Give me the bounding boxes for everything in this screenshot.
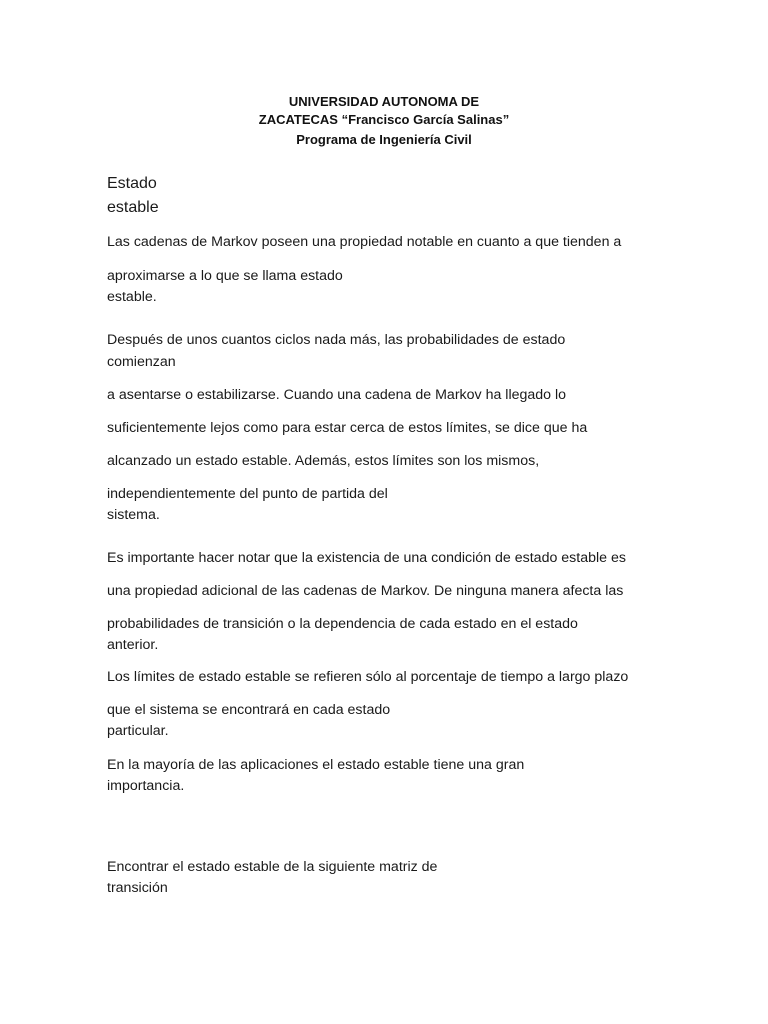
section-title-line1: Estado: [107, 175, 157, 192]
paragraph-line: En la mayoría de las aplicaciones el estado estable tiene una gran: [107, 757, 525, 773]
paragraph-line: aproximarse a lo que se llama estado: [107, 268, 343, 284]
paragraph-line: independientemente del punto de partida del: [107, 486, 388, 502]
paragraph-line: probabilidades de transición o la dependencia de cada estado en el estado: [107, 616, 578, 632]
program-name: Programa de Ingeniería Civil: [296, 132, 472, 147]
paragraph-line: importancia.: [107, 778, 185, 794]
university-name-line2: ZACATECAS “Francisco García Salinas”: [258, 112, 510, 127]
paragraph-line: transición: [107, 880, 168, 896]
paragraph-line: particular.: [107, 723, 169, 739]
paragraph-line: Encontrar el estado estable de la siguiente matriz de: [107, 859, 438, 875]
section-title-line2: estable: [107, 199, 159, 216]
paragraph-line: una propiedad adicional de las cadenas de Markov. De ninguna manera afecta las: [107, 583, 624, 599]
university-name-line1: UNIVERSIDAD AUTONOMA DE: [288, 94, 480, 109]
paragraph-line: Después de unos cuantos ciclos nada más, las probabilidades de estado: [107, 332, 566, 348]
paragraph-line: comienzan: [107, 354, 176, 370]
paragraph-line: Las cadenas de Markov poseen una propiedad notable en cuanto a que tienden a: [107, 234, 622, 250]
paragraph-line: estable.: [107, 289, 157, 305]
paragraph-line: a asentarse o estabilizarse. Cuando una cadena de Markov ha llegado lo: [107, 387, 567, 403]
paragraph-line: Es importante hacer notar que la existencia de una condición de estado estable es: [107, 550, 626, 566]
paragraph-line: Los límites de estado estable se refieren sólo al porcentaje de tiempo a largo plazo: [107, 669, 629, 685]
paragraph-line: que el sistema se encontrará en cada estado: [107, 702, 391, 718]
paragraph-line: alcanzado un estado estable. Además, estos límites son los mismos,: [107, 453, 540, 469]
paragraph-line: sistema.: [107, 507, 160, 523]
paragraph-line: anterior.: [107, 637, 159, 653]
paragraph-line: suficientemente lejos como para estar cerca de estos límites, se dice que ha: [107, 420, 588, 436]
